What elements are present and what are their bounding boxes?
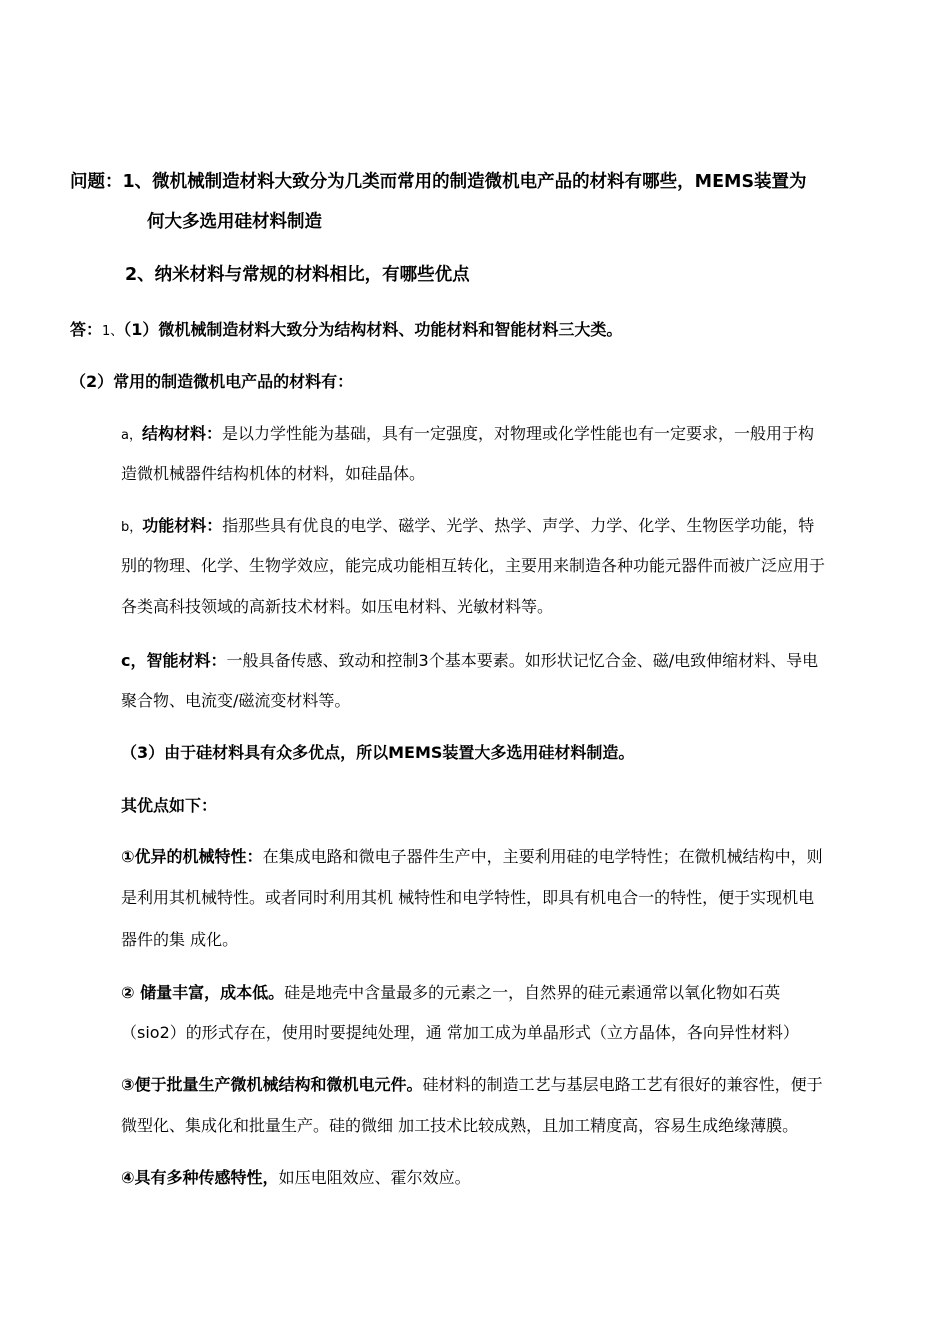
structural-text: 造微机械器件结构机体的材料，如硅晶体。 <box>121 464 426 483</box>
advantage-1-text: 器件的集 成化。 <box>121 930 239 949</box>
question-text: 何大多选用硅材料制造 <box>147 212 322 232</box>
item-prefix: c， <box>121 651 147 670</box>
advantage-1-line-3 <box>121 930 238 950</box>
structural-text: 是以力学性能为基础，具有一定强度，对物理或化学性能也有一定要求，一般用于构 <box>221 424 814 443</box>
functional-line-1 <box>121 516 814 538</box>
item-prefix: b， <box>121 520 143 535</box>
functional-label: 功能材料： <box>142 516 223 535</box>
advantage-2-line-1 <box>121 983 780 1003</box>
answer-part-2-text: （2）常用的制造微机电产品的材料有： <box>70 372 354 391</box>
answer-part-2 <box>70 372 353 392</box>
question-text: 问题：1、微机械制造材料大致分为几类而常用的制造微机电产品的材料有哪些，MEMS装置为 <box>70 172 807 192</box>
advantage-1-text: 是利用其机械特性。或者同时利用其机 械特性和电学特性，即具有机电合一的特性，便于实现机电 <box>121 888 815 907</box>
smart-line-1 <box>121 651 818 671</box>
advantage-2-text: （sio2）的形式存在，使用时要提纯处理，通 常加工成为单晶形式（立方晶体，各向异性材料） <box>121 1023 799 1042</box>
advantage-2-label: ② 储量丰富，成本低。 <box>121 983 285 1002</box>
item-prefix: a， <box>121 428 142 443</box>
smart-line-2 <box>121 691 350 711</box>
advantage-1-line-1 <box>121 847 823 867</box>
advantage-4-line-1 <box>121 1168 471 1188</box>
structural-line-1 <box>121 424 814 446</box>
advantage-3-line-2 <box>121 1116 798 1136</box>
functional-text: 指那些具有优良的电学、磁学、光学、热学、声学、力学、化学、生物医学功能，特 <box>222 516 815 535</box>
functional-line-3 <box>121 597 553 617</box>
advantage-3-text: 微型化、集成化和批量生产。硅的微细 加工技术比较成熟，且加工精度高，容易生成绝缘薄膜。 <box>121 1116 799 1135</box>
question-line-2 <box>147 212 322 232</box>
question-line-1 <box>70 172 807 192</box>
advantage-4-label: ④具有多种传感特性， <box>121 1168 279 1187</box>
structural-label: 结构材料： <box>141 424 222 443</box>
advantage-2-text: 硅是地壳中含量最多的元素之一，自然界的硅元素通常以氧化物如石英 <box>284 983 781 1002</box>
answer-part-3-text: （3）由于硅材料具有众多优点，所以MEMS装置大多选用硅材料制造。 <box>121 743 635 762</box>
advantage-1-line-2 <box>121 888 814 908</box>
functional-line-2 <box>121 556 825 576</box>
answer-part-3 <box>121 743 634 763</box>
advantage-1-text: 在集成电路和微电子器件生产中，主要利用硅的电学特性；在微机械结构中，则 <box>262 847 823 866</box>
answer-part-1: （1）微机械制造材料大致分为结构材料、功能材料和智能材料三大类。 <box>123 320 623 339</box>
advantage-4-text: 如压电阻效应、霍尔效应。 <box>278 1168 471 1187</box>
advantages-intro <box>121 796 217 816</box>
smart-text: 聚合物、电流变/磁流变材料等。 <box>121 691 351 710</box>
answer-line-1 <box>70 320 622 342</box>
smart-text: 一般具备传感、致动和控制3个基本要素。如形状记忆合金、磁/电致伸缩材料、导电 <box>226 651 819 670</box>
advantage-3-line-1 <box>121 1075 823 1095</box>
advantage-2-line-2 <box>121 1023 799 1043</box>
functional-text: 各类高科技领域的高新技术材料。如压电材料、光敏材料等。 <box>121 597 554 616</box>
functional-text: 别的物理、化学、生物学效应，能完成功能相互转化，主要用来制造各种功能元器件而被广泛应用于 <box>121 556 826 575</box>
question-text: 2、纳米材料与常规的材料相比，有哪些优点 <box>125 265 470 285</box>
advantage-1-label: ①优异的机械特性： <box>121 847 263 866</box>
advantage-3-text: 硅材料的制造工艺与基层电路工艺有很好的兼容性，便于 <box>422 1075 823 1094</box>
answer-prefix: 答： <box>70 320 103 339</box>
structural-line-2 <box>121 464 425 484</box>
answer-number: 1、 <box>102 324 124 339</box>
advantage-3-label: ③便于批量生产微机械结构和微机电元件。 <box>121 1075 423 1094</box>
advantages-intro-text: 其优点如下： <box>121 796 218 815</box>
question-line-3 <box>125 265 470 285</box>
smart-label: 智能材料： <box>146 651 227 670</box>
